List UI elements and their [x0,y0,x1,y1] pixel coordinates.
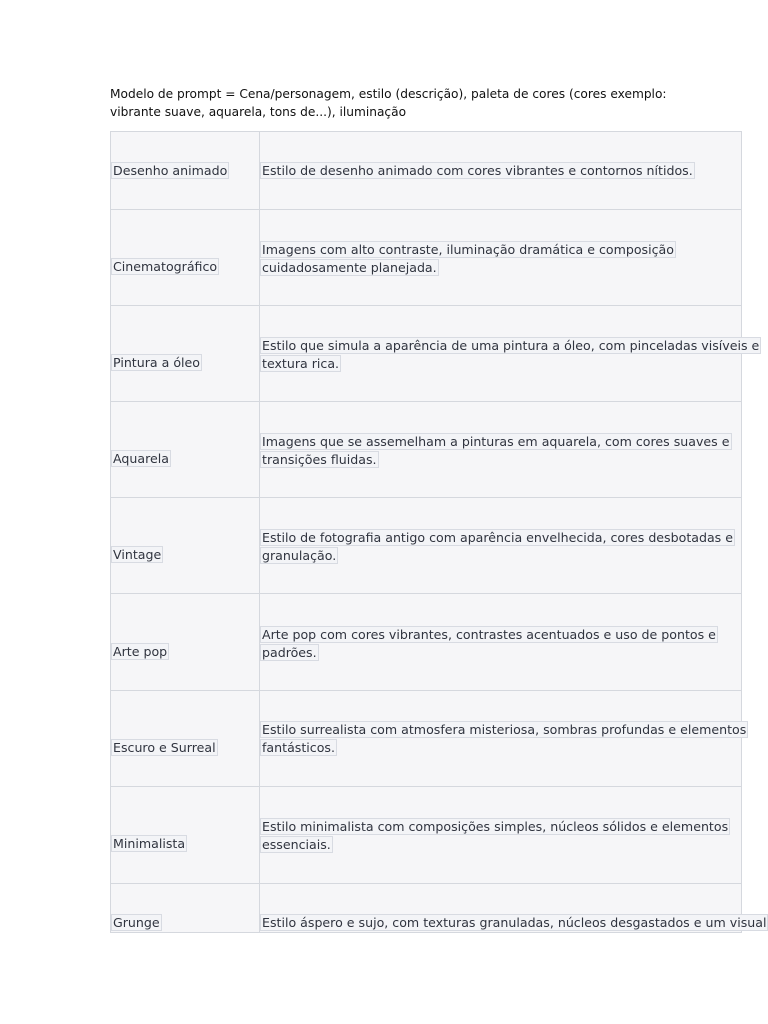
style-description-cell [260,337,760,373]
style-description-line: padrões. [262,645,317,660]
table-row [111,306,760,402]
table-row [111,884,767,932]
style-description-line: Estilo surrealista com atmosfera misteriosa, sombras profundas e elementos [262,722,747,737]
style-description-cell [260,433,738,469]
style-name-cell [111,162,259,180]
style-description-line: Estilo de desenho animado com cores vibrantes e contornos nítidos. [262,163,693,178]
style-name-cell [111,450,259,468]
style-description-cell [260,241,738,277]
style-description-cell [260,721,747,757]
table-row [111,402,741,498]
styles-table [110,131,767,933]
table-row [111,210,741,306]
style-description-line: transições fluidas. [262,452,377,467]
table-row [111,594,741,691]
style-name: Cinematográfico [113,259,218,274]
style-name-cell [111,546,259,564]
style-description-line: essenciais. [262,837,331,852]
style-description-cell [260,162,738,180]
style-description-cell [260,914,767,932]
style-name: Arte pop [113,644,168,659]
style-description-line: Estilo minimalista com composições simples, núcleos sólidos e elementos [262,819,729,834]
style-description-cell [260,626,738,662]
style-name-cell [111,914,259,932]
style-description-line: Estilo áspero e sujo, com texturas granuladas, núcleos desgastados e um visual [262,915,767,930]
table-row [111,691,747,787]
style-name-cell [111,739,259,757]
style-name-cell [111,835,259,853]
style-description-line: granulação. [262,548,337,563]
style-name-cell [111,354,259,372]
prompt-model-line-1: Modelo de prompt = Cena/personagem, estilo (descrição), paleta de cores (cores exemplo: [110,87,667,101]
prompt-model-heading [110,86,670,121]
style-description-cell [260,529,738,565]
style-description-line: textura rica. [262,356,340,371]
table-row [111,787,741,884]
style-name: Pintura a óleo [113,355,200,370]
style-description-line: Estilo de fotografia antigo com aparência envelhecida, cores desbotadas e [262,530,733,545]
style-description-line: Imagens que se assemelham a pinturas em aquarela, com cores suaves e [262,434,730,449]
prompt-model-line-2: vibrante suave, aquarela, tons de...), iluminação [110,104,407,119]
style-name: Escuro e Surreal [113,740,216,755]
style-description-cell [260,818,738,854]
style-description-line: fantásticos. [262,740,335,755]
style-name: Vintage [113,547,162,562]
style-name: Grunge [113,915,160,930]
style-name: Minimalista [113,836,186,851]
table-row [111,498,741,594]
style-name: Aquarela [113,451,169,466]
style-name-cell [111,258,259,276]
style-description-line: Arte pop com cores vibrantes, contrastes acentuados e uso de pontos e [262,627,716,642]
style-name-cell [111,643,259,661]
style-description-line: Estilo que simula a aparência de uma pintura a óleo, com pinceladas visíveis e [262,338,760,353]
style-description-line: cuidadosamente planejada. [262,260,437,275]
style-description-line: Imagens com alto contraste, iluminação dramática e composição [262,242,674,257]
style-name: Desenho animado [113,163,228,178]
table-row [111,132,741,210]
